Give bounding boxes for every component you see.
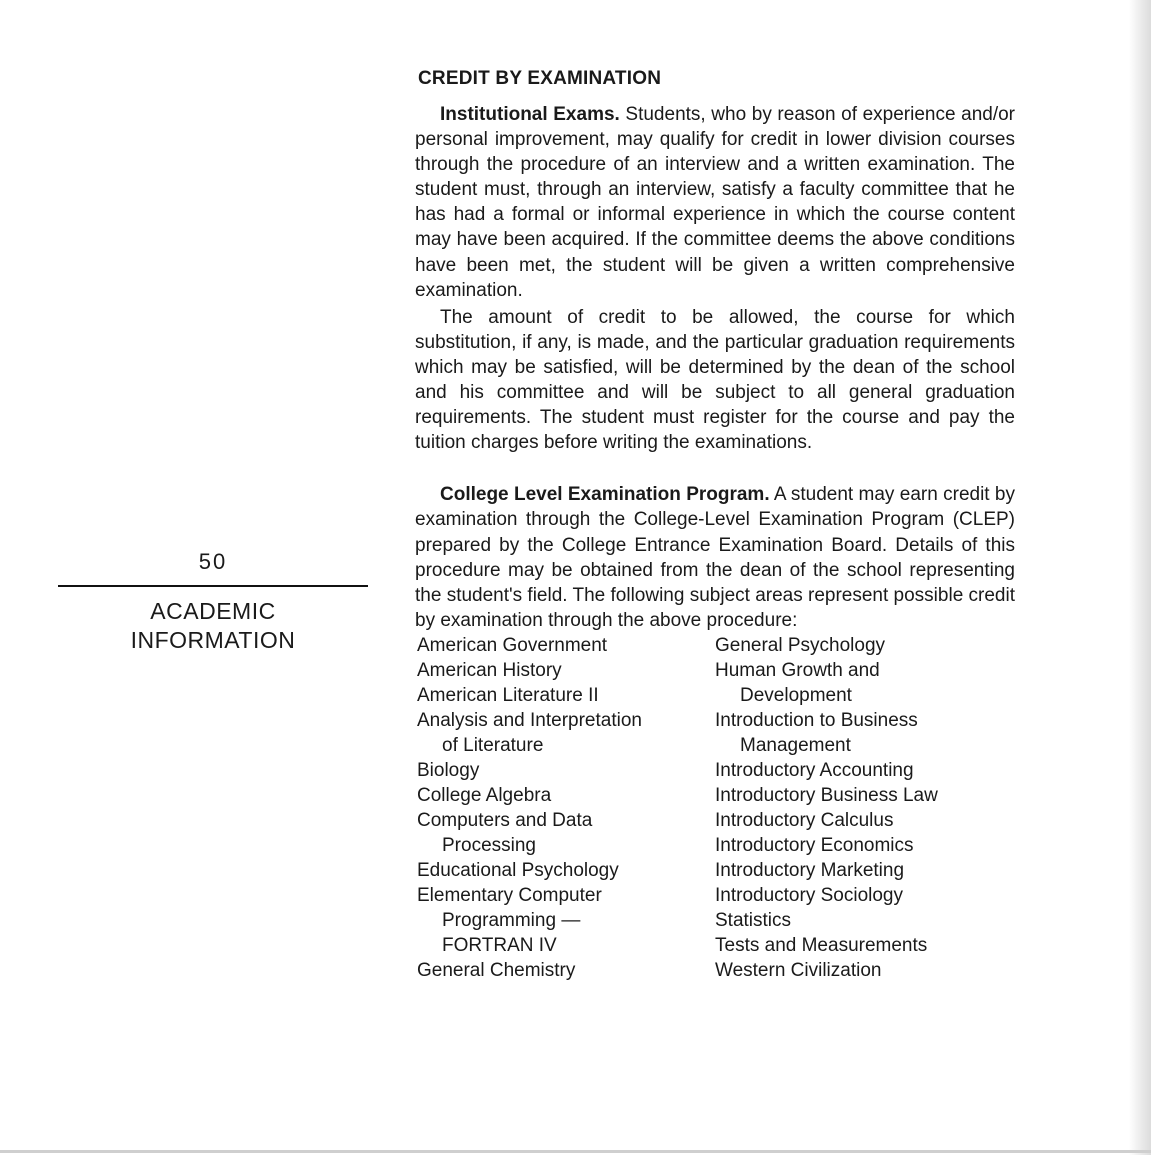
list-item: General Chemistry xyxy=(417,959,576,981)
page-edge-shadow xyxy=(1129,0,1151,1155)
page-number: 50 xyxy=(198,549,228,574)
list-item: Introductory Sociology xyxy=(715,884,903,906)
section-title-line2: INFORMATION xyxy=(130,627,296,653)
list-item: Management xyxy=(740,734,851,756)
sidebar-rule xyxy=(58,585,368,587)
list-item: Human Growth and xyxy=(715,659,880,681)
list-item: Western Civilization xyxy=(715,959,882,981)
clep-text: A student may earn credit by examination through the College-Level Examination Program (CLEP) prepared by the College Entrance Examination Board. Details of this procedure may be obtained from the dean of the school representing the student's field. The following subject areas represent possible credit by examination through the above procedure: xyxy=(415,484,1016,631)
list-item: Tests and Measurements xyxy=(715,934,928,956)
list-item: Processing xyxy=(442,834,536,856)
list-item: Computers and Data xyxy=(417,809,593,831)
sidebar xyxy=(58,547,368,655)
list-item: Statistics xyxy=(715,909,792,931)
list-item: American Literature II xyxy=(417,684,599,706)
list-item: Analysis and Interpretation xyxy=(417,709,642,731)
list-item: Introductory Marketing xyxy=(715,859,905,881)
list-item: American Government xyxy=(417,634,608,656)
list-item: Programming — xyxy=(442,909,581,931)
list-item: Introductory Economics xyxy=(715,834,914,856)
credit-amount-paragraph: The amount of credit to be allowed, the course for which substitution, if any, is made, and the particular graduation requirements which may be satisfied, will be determined by the dean of the school and his committee and will be subject to all general graduation requirements. The student must register for the course and pay the tuition charges before writing the examinations. xyxy=(415,306,1015,454)
list-item: Introductory Business Law xyxy=(715,784,938,806)
list-item: College Algebra xyxy=(417,784,552,806)
list-item: General Psychology xyxy=(715,634,886,656)
list-item: American History xyxy=(417,659,562,681)
page-bottom-edge xyxy=(0,1150,1151,1153)
list-item: Introduction to Business xyxy=(715,709,918,731)
section-title-line1: ACADEMIC xyxy=(150,598,276,624)
list-item: Introductory Calculus xyxy=(715,809,894,831)
institutional-exams-paragraph xyxy=(415,102,1015,303)
subject-list-right xyxy=(715,633,1015,983)
list-item: Elementary Computer xyxy=(417,884,602,906)
list-item: Educational Psychology xyxy=(417,859,619,881)
main-content xyxy=(415,66,1015,983)
page-heading: CREDIT BY EXAMINATION xyxy=(418,68,662,89)
institutional-exams-lead: Institutional Exams. xyxy=(440,104,620,125)
list-item: of Literature xyxy=(442,734,544,756)
clep-lead: College Level Examination Program. xyxy=(440,484,770,506)
list-item: Development xyxy=(740,684,852,706)
clep-paragraph xyxy=(415,482,1015,633)
list-item: FORTRAN IV xyxy=(442,934,557,956)
subject-list xyxy=(415,633,1015,983)
subject-list-left xyxy=(415,633,715,983)
list-item: Biology xyxy=(417,759,480,781)
institutional-exams-text: Students, who by reason of experience and/or personal improvement, may qualify for credit in lower division courses through the procedure of an interview and a written examination. The student must, through an interview, satisfy a faculty committee that he has had a formal or informal experience in which the course content may have been acquired. If the committee deems the above conditions have been met, the student will be given a written comprehensive examination. xyxy=(415,104,1015,301)
list-item: Introductory Accounting xyxy=(715,759,914,781)
